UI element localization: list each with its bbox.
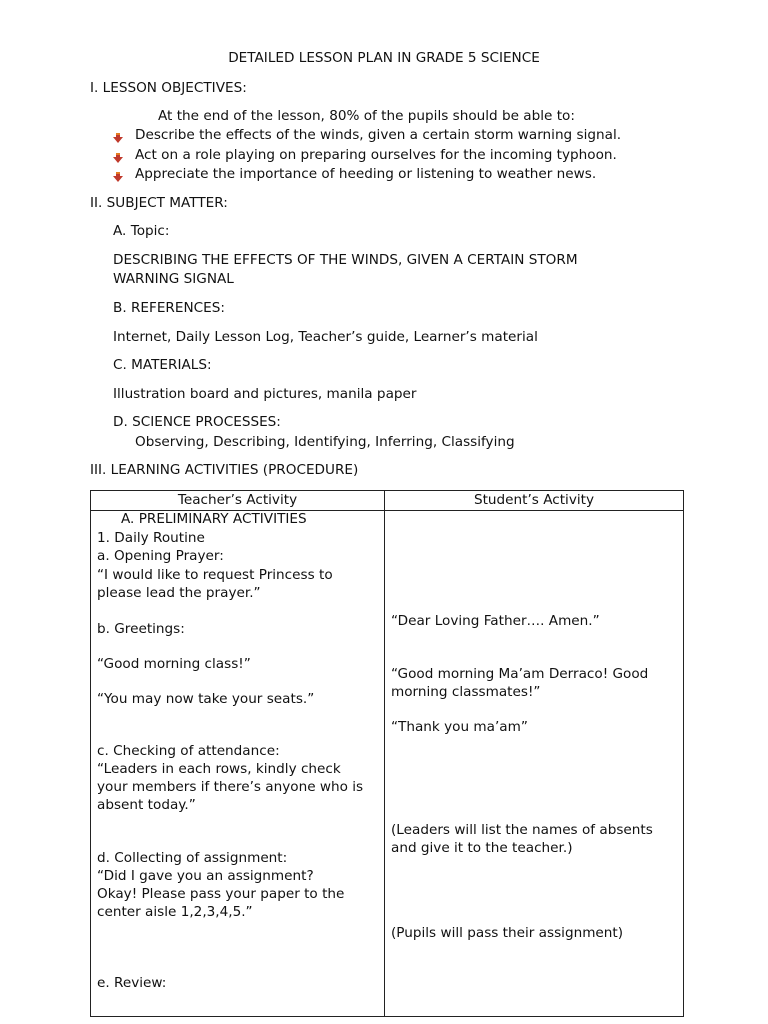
references-label: B. REFERENCES: — [113, 300, 225, 316]
objectives-intro: At the end of the lesson, 80% of the pupils should be able to: — [158, 108, 575, 124]
prayer-line: “I would like to request Princess to — [97, 567, 333, 583]
thanks-response: “Thank you ma’am” — [391, 719, 528, 735]
greeting-response: morning classmates!” — [391, 684, 541, 700]
teacher-activity-header: Teacher’s Activity — [91, 491, 385, 511]
prayer-line: please lead the prayer.” — [97, 585, 261, 601]
topic-label: A. Topic: — [113, 223, 170, 239]
attendance-line: “Leaders in each rows, kindly check — [97, 761, 341, 777]
document-title: DETAILED LESSON PLAN IN GRADE 5 SCIENCE — [228, 50, 540, 66]
section-learning-activities-heading: III. LEARNING ACTIVITIES (PROCEDURE) — [90, 462, 359, 478]
section-objectives-heading: I. LESSON OBJECTIVES: — [90, 80, 247, 96]
greetings-label: b. Greetings: — [97, 621, 185, 637]
science-processes-text: Observing, Describing, Identifying, Inferring, Classifying — [135, 434, 515, 450]
opening-prayer-label: a. Opening Prayer: — [97, 548, 224, 564]
pass-assignment-response: (Pupils will pass their assignment) — [391, 925, 624, 941]
arrow-down-bullet-icon — [113, 131, 123, 141]
science-processes-label: D. SCIENCE PROCESSES: — [113, 414, 281, 430]
attendance-label: c. Checking of attendance: — [97, 743, 280, 759]
references-text: Internet, Daily Lesson Log, Teacher’s guide, Learner’s material — [113, 329, 538, 345]
attendance-line: your members if there’s anyone who is — [97, 779, 364, 795]
arrow-down-bullet-icon — [113, 170, 123, 180]
daily-routine-label: 1. Daily Routine — [97, 530, 205, 546]
arrow-down-bullet-icon — [113, 151, 123, 161]
leaders-response: and give it to the teacher.) — [391, 840, 573, 856]
assignment-label: d. Collecting of assignment: — [97, 850, 288, 866]
preliminary-activities-label: A. PRELIMINARY ACTIVITIES — [121, 511, 307, 527]
greeting-line: “Good morning class!” — [97, 656, 251, 672]
materials-label: C. MATERIALS: — [113, 357, 212, 373]
assignment-line: Okay! Please pass your paper to the — [97, 886, 345, 902]
table-header-row — [91, 491, 684, 511]
section-subject-matter-heading: II. SUBJECT MATTER: — [90, 195, 228, 211]
student-activity-header: Student’s Activity — [385, 491, 684, 511]
teacher-activity-cell — [91, 511, 385, 1017]
topic-text-line1: DESCRIBING THE EFFECTS OF THE WINDS, GIVEN A CERTAIN STORM — [113, 252, 578, 268]
objective-item: Describe the effects of the winds, given a certain storm warning signal. — [135, 127, 622, 143]
topic-text-line2: WARNING SIGNAL — [113, 271, 234, 287]
assignment-line: center aisle 1,2,3,4,5.” — [97, 904, 253, 920]
materials-text: Illustration board and pictures, manila paper — [113, 386, 417, 402]
procedure-table — [90, 490, 684, 1017]
objective-item: Act on a role playing on preparing ourselves for the incoming typhoon. — [135, 147, 617, 163]
attendance-line: absent today.” — [97, 797, 196, 813]
objective-item: Appreciate the importance of heeding or listening to weather news. — [135, 166, 597, 182]
review-label: e. Review: — [97, 975, 167, 991]
greeting-response: “Good morning Ma’am Derraco! Good — [391, 666, 649, 682]
table-row — [91, 511, 684, 1017]
leaders-response: (Leaders will list the names of absents — [391, 822, 653, 838]
prayer-response: “Dear Loving Father…. Amen.” — [391, 613, 600, 629]
greeting-line: “You may now take your seats.” — [97, 691, 315, 707]
student-activity-cell — [385, 511, 684, 1017]
assignment-line: “Did I gave you an assignment? — [97, 868, 314, 884]
